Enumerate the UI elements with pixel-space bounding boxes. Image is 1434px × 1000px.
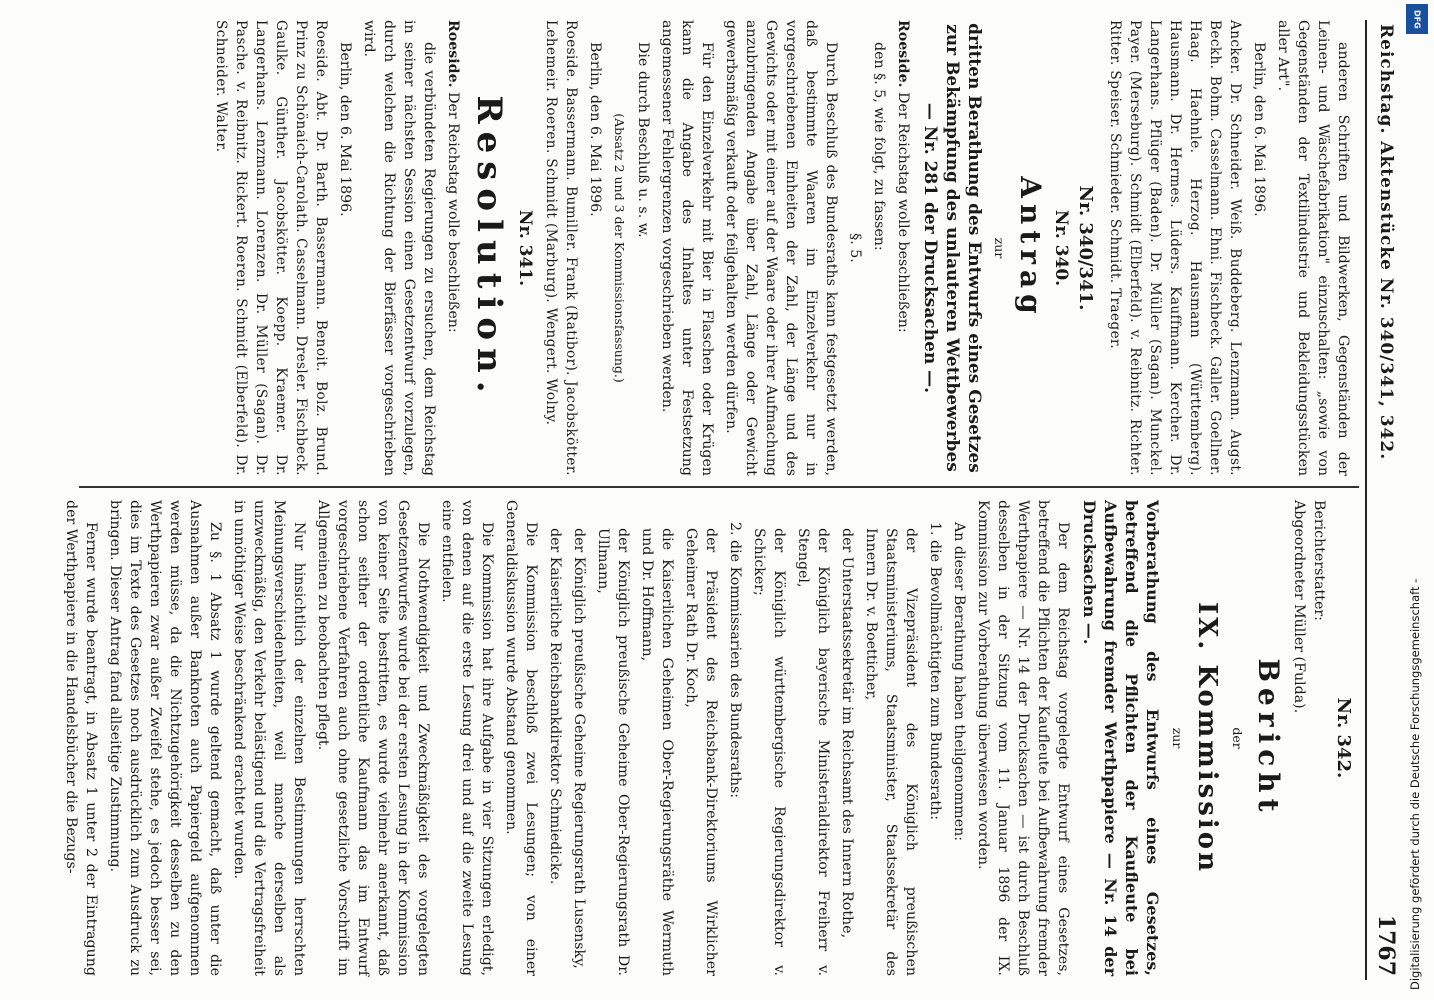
digitization-credit [1398, 0, 1434, 1000]
continuation-text: anderen Schriften und Bildwerken, Gegenständen der Leinen- und Wäschefabrikation" einzuschalten: „sowie von Gegenständen der Textilindustrie und Bekleidungsstücken aller Art". [1275, 20, 1351, 476]
signatories-2: Roeside. Bassermann. Bumiller. Frank (Ratibor). Jacobskötter. Lehemeir. Roeren. Schmidt (Marburg). Wengert. Wolny. [543, 20, 579, 476]
right-column [63, 500, 1354, 976]
left-column [83, 20, 1353, 476]
resolution-text: die verbündeten Regierungen zu ersuchen, dem Reichstag in seiner nächsten Session einen Gesetzentwurf vorzulegen, durch welchen die Richtung der Bierfässer vorgeschrieben wird. [361, 20, 437, 476]
date-line-1: Berlin, den 6. Mai 1896. [1251, 42, 1267, 217]
kommission-heading: IX. Kommission [1192, 601, 1222, 875]
report-paragraph-3: Die Nothwendigkeit und Zweckmäßigkeit des vorgelegten Gesetzentwurfes wurde bei der ersten Lesung in der Kommission von keiner Seite bestritten, es wurde vielmehr anerkannt, daß schon seither der ordentliche Kaufmann das im Entwurf vorgeschriebene Verfahren auch ohne gesetzliche Vorschrift im Allgemeinen zu beobachten pflegt. [315, 500, 431, 976]
report-paragraph-6: Ferner wurde beantragt, in Absatz 1 unter 2 der Eintragung der Werthpapiere in die Handelsbücher die Bezugs- [63, 500, 99, 976]
paragraph-text-1: Durch Beschluß des Bundesraths kann festgesetzt werden, daß bestimmte Waaren im Einzelverkehr nur in vorgeschriebenen Einheiten der Zahl, der Länge und des Gewichts oder mit einer auf der Waare oder ihrer Aufmachung anzubringenden Angabe über Zahl, Länge oder Gewicht gewerbsmäßig verkauft oder feilgehalten werden dürfen. [723, 20, 839, 476]
report-subject: Vorberathung des Entwurfs eines Gesetzes, betreffend die Pflichten der Kaufleute bei Aufbewahrung fremder Werthpapiere — Nr. 14 der Drucksachen —. [1080, 500, 1162, 976]
rapporteur-line [1289, 500, 1329, 976]
bericht-heading: Bericht [1252, 658, 1285, 818]
report-paragraph-4: Nur hinsichtlich der einzelnen Bestimmungen herrschten Meinungsverschiedenheiten, weil manche derselben als unzweckmäßig, den Verkehr belästigend und die Vertragsfreiheit in unnöthiger Weise beschränkend erachtet wurden. [231, 500, 307, 976]
signatories-3: Roeside. Abt. Dr. Barth. Bassermann. Benoit. Bolz. Brund. Prinz zu Schönaich-Carolath. Casselmann. Dresler. Fischbeck. Gaulke. Günther. Jacobskötter. Koepp. Kraemer. Dr. Langerhans. Lenzmann. Lorenzen. Dr. Müller (Sagan). Dr. Pasche. v. Reibnitz. Rickert. Roeren. Schmidt (Elberfeld). Dr. Schneider. Walter. [213, 20, 329, 476]
list-item-2e: der Kaiserliche Reichsbankdirektor Schmiedicke. [547, 528, 563, 885]
column-divider [79, 486, 1359, 488]
date-line-3: Berlin, den 6. Mai 1896. [337, 42, 353, 217]
report-paragraph-2: Die Kommission hat ihre Aufgabe in vier Sitzungen erledigt, von denen auf die erste Lesung drei und auf die zweite Lesung eine entfielen. [439, 500, 495, 976]
report-paragraph-1: Die Kommission beschloß zwei Lesungen; von einer Generaldiskussion wurde Abstand genommen. [503, 500, 539, 976]
document-number-342: Nr. 342. [1333, 697, 1354, 779]
dfg-logo: DFG [1406, 4, 1428, 34]
zur-label: zur [992, 237, 1007, 259]
paragraph-text-3: Die durch Beschluß u. s. w. [635, 42, 651, 238]
participants-heading: An dieser Berathung haben theilgenommen: [951, 522, 967, 842]
zur-label-right: zur [1170, 727, 1185, 749]
paragraph-note: (Absatz 2 und 3 der Kommissionsfassung.) [612, 113, 627, 383]
list-item-2: 2. die Kommissarien des Bundesraths: [727, 522, 743, 799]
list-item-2c: der Königlich preußische Geheime Ober-Regierungsrath Dr. Ullmann, [595, 528, 631, 976]
list-item-2d: der Königlich preußische Geheime Regierungsrath Lusensky, [571, 528, 587, 969]
rapporteur-name: Abgeordneter Müller (Fulda). [1291, 500, 1307, 714]
report-intro: Der dem Reichstag vorgelegte Entwurf eines Gesetzes, betreffend die Pflichten der Kaufleute bei Aufbewahrung fremder Werthpapiere — Nr. 14 der Drucksachen — ist durch Beschluß desselben in der Sitzung vom 11. Januar 1896 der IX. Kommission zur Vorberathung überwiesen worden. [975, 500, 1071, 976]
list-item-1b: der Unterstaatssekretär im Reichsamt des Innern Rothe, [839, 528, 855, 939]
list-item-2a: der Präsident des Reichsbank-Direktoriums Wirklicher Geheimer Rath Dr. Koch, [683, 528, 719, 976]
page-number: 1767 [1373, 914, 1399, 976]
document-number-341: Nr. 341. [515, 209, 535, 287]
resolution-heading: Resolution. [469, 95, 509, 401]
credit-text: Digitalisierung gefördert durch die Deutsche Forschungsgemeinschaft - [1408, 578, 1422, 990]
antrag-heading: Antrag [1014, 176, 1047, 320]
motion-line: den §. 5, wie folgt, zu fassen: [871, 42, 887, 251]
paragraph-number: §. 5. [847, 233, 863, 263]
document-number-340: Nr. 340. [1051, 209, 1071, 287]
date-line-2: Berlin, den 6. Mai 1896. [587, 42, 603, 217]
list-item-2b: die Kaiserlichen Geheimen Ober-Regierungsräthe Wermuth und Dr. Hoffmann, [639, 528, 675, 976]
paragraph-text-2: Für den Einzelverkehr mit Bier in Flaschen oder Krügen kann die Angabe des Inhaltes unter Festsetzung angemessener Fehlergrenzen vorgeschrieben werden. [659, 20, 715, 476]
list-item-1d: der Königlich württembergische Regierungsdirektor v. Schicker; [751, 528, 787, 976]
list-item-1: 1. die Bevollmächtigten zum Bundesrath: [927, 522, 943, 820]
signatories-1: Ancker. Dr. Schneider. Weiß. Buddeberg. Lenzmann. Augst. Beckh. Bohm. Casselmann. Ehni. Fischbeck. Galler. Goellner. Haag. Haehnle. Herzog. Hausmann (Württemberg). Hausmann. Dr. Hermes. Lüders. Kauffmann. Kercher. Dr. Langerhans. Pflüger (Baden). Dr. Müller (Sagan). Munckel. Payer. (Merseburg). Schmidt (Elberfeld). v. Reibnitz. Richter. Ritter. Speiser. Schmieder. Schmidt. Traeger. [1107, 20, 1243, 476]
list-item-1c: der Königlich bayerische Ministerialdirektor Freiherr v. Stengel, [795, 528, 831, 976]
der-label: der [1230, 727, 1245, 749]
list-item-1a: der Vizepräsident des Königlich preußischen Staatsministeriums, Staatsminister, Staatssekretär des Innern Dr. v. Boetticher, [863, 528, 919, 976]
running-title: Reichstag. Aktenstücke Nr. 340/341, 342. [1376, 24, 1396, 461]
document-number-340-341: Nr. 340/341. [1075, 185, 1096, 311]
rapporteur-label: Berichterstatter: [1311, 500, 1327, 621]
resolution-intro: Der Reichstag wolle beschließen: [445, 92, 461, 333]
report-paragraph-5: Zu §. 1 Absatz 1 wurde geltend gemacht, daß unter die Ausnahmen außer Banknoten auch Papiergeld aufgenommen werden müsse, da die Nichtzugehörigkeit desselben zu den Werthpapieren zwar außer Zweifel stehe, es jedoch besser sei, dies im Texte des Gesetzes noch ausdrücklich zum Ausdruck zu bringen. Dieser Antrag fand allseitige Zustimmung. [107, 500, 223, 976]
resolution-mover: Roeside. [445, 20, 461, 88]
rotated-page-content [63, 20, 1405, 980]
mover-name: Roeside. [895, 20, 911, 88]
motion-intro: Der Reichstag wolle beschließen: [895, 92, 911, 333]
antrag-title: dritten Berathung des Entwurfs eines Gesetzes zur Bekämpfung des unlauteren Wettbewerbes — Nr. 281 der Drucksachen —. [920, 23, 984, 473]
